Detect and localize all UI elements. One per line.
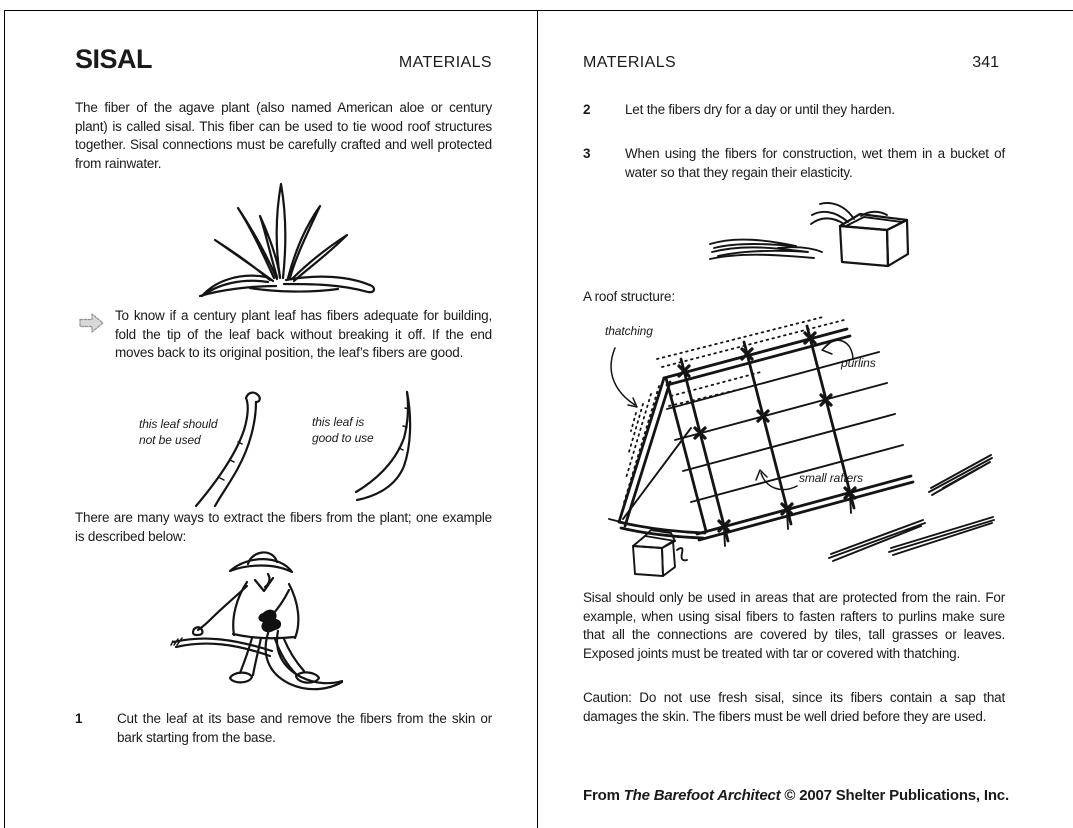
page-divider xyxy=(537,10,538,828)
fibers-and-bucket-sketch xyxy=(708,186,963,274)
roof-heading: A roof structure: xyxy=(583,289,675,304)
step-1 xyxy=(75,710,492,747)
label-thatching: thatching xyxy=(605,324,653,338)
bent-leaf-sketch xyxy=(190,390,268,510)
intro-paragraph: The fiber of the agave plant (also named American aloe or century plant) is called sisal. This fiber can be used to tie wood roof structures together. Sisal connections must be carefully crafted and well protected from rainwater. xyxy=(75,100,492,171)
step-3 xyxy=(583,145,1005,182)
page-left-border xyxy=(4,10,5,828)
step-2 xyxy=(583,101,1005,120)
roof-structure-figure xyxy=(591,316,999,584)
step-2-number: 2 xyxy=(583,102,591,117)
page-title: SISAL xyxy=(75,44,153,74)
step-1-number: 1 xyxy=(75,711,83,726)
worker-extracting-fibers-sketch xyxy=(170,545,400,697)
running-head-left: MATERIALS xyxy=(398,54,492,71)
running-head-right: MATERIALS xyxy=(583,54,677,71)
agave-plant-sketch xyxy=(180,172,405,300)
source-credit xyxy=(583,787,1009,804)
step-2-text: Let the fibers dry for a day or until they harden. xyxy=(625,102,895,117)
page-number: 341 xyxy=(972,54,999,71)
caution-paragraph: Caution: Do not use fresh sisal, since its fibers contain a sap that damages the skin. The fibers must be well dried before they are used. xyxy=(583,690,1005,724)
step-3-number: 3 xyxy=(583,146,591,161)
extract-intro-paragraph: There are many ways to extract the fibers from the plant; one example is described below: xyxy=(75,510,492,544)
leaf-good-caption: this leaf is good to use xyxy=(312,415,374,445)
tip-paragraph: To know if a century plant leaf has fibers adequate for building, fold the tip of the leaf back without breaking it off. If the end moves back to its original position, the leaf’s fibers are good. xyxy=(115,308,492,361)
label-purlins: purlins xyxy=(841,356,876,370)
step-3-text: When using the fibers for construction, wet them in a bucket of water so that they regain their elasticity. xyxy=(625,146,1005,180)
usage-paragraph: Sisal should only be used in areas that are protected from the rain. For example, when using sisal fibers to fasten rafters to purlins make sure that all the connections are covered by tiles, tall grasses or leaves. Exposed joints must be treated with tar or covered with thatching. xyxy=(583,590,1005,661)
pointer-arrow-icon xyxy=(78,310,106,336)
right-page xyxy=(583,0,1009,828)
credit-book-title: The Barefoot Architect xyxy=(623,787,781,804)
credit-publisher: © 2007 Shelter Publications, Inc. xyxy=(784,787,1009,804)
credit-prefix: From xyxy=(583,787,620,804)
label-small-rafters: small rafters xyxy=(799,471,864,485)
leaf-bad-caption: this leaf should not be used xyxy=(139,417,218,447)
roof-structure-sketch xyxy=(591,316,999,584)
left-page xyxy=(75,0,492,828)
straight-leaf-sketch xyxy=(353,388,417,510)
step-1-text: Cut the leaf at its base and remove the fibers from the skin or bark starting from the base. xyxy=(117,711,492,745)
